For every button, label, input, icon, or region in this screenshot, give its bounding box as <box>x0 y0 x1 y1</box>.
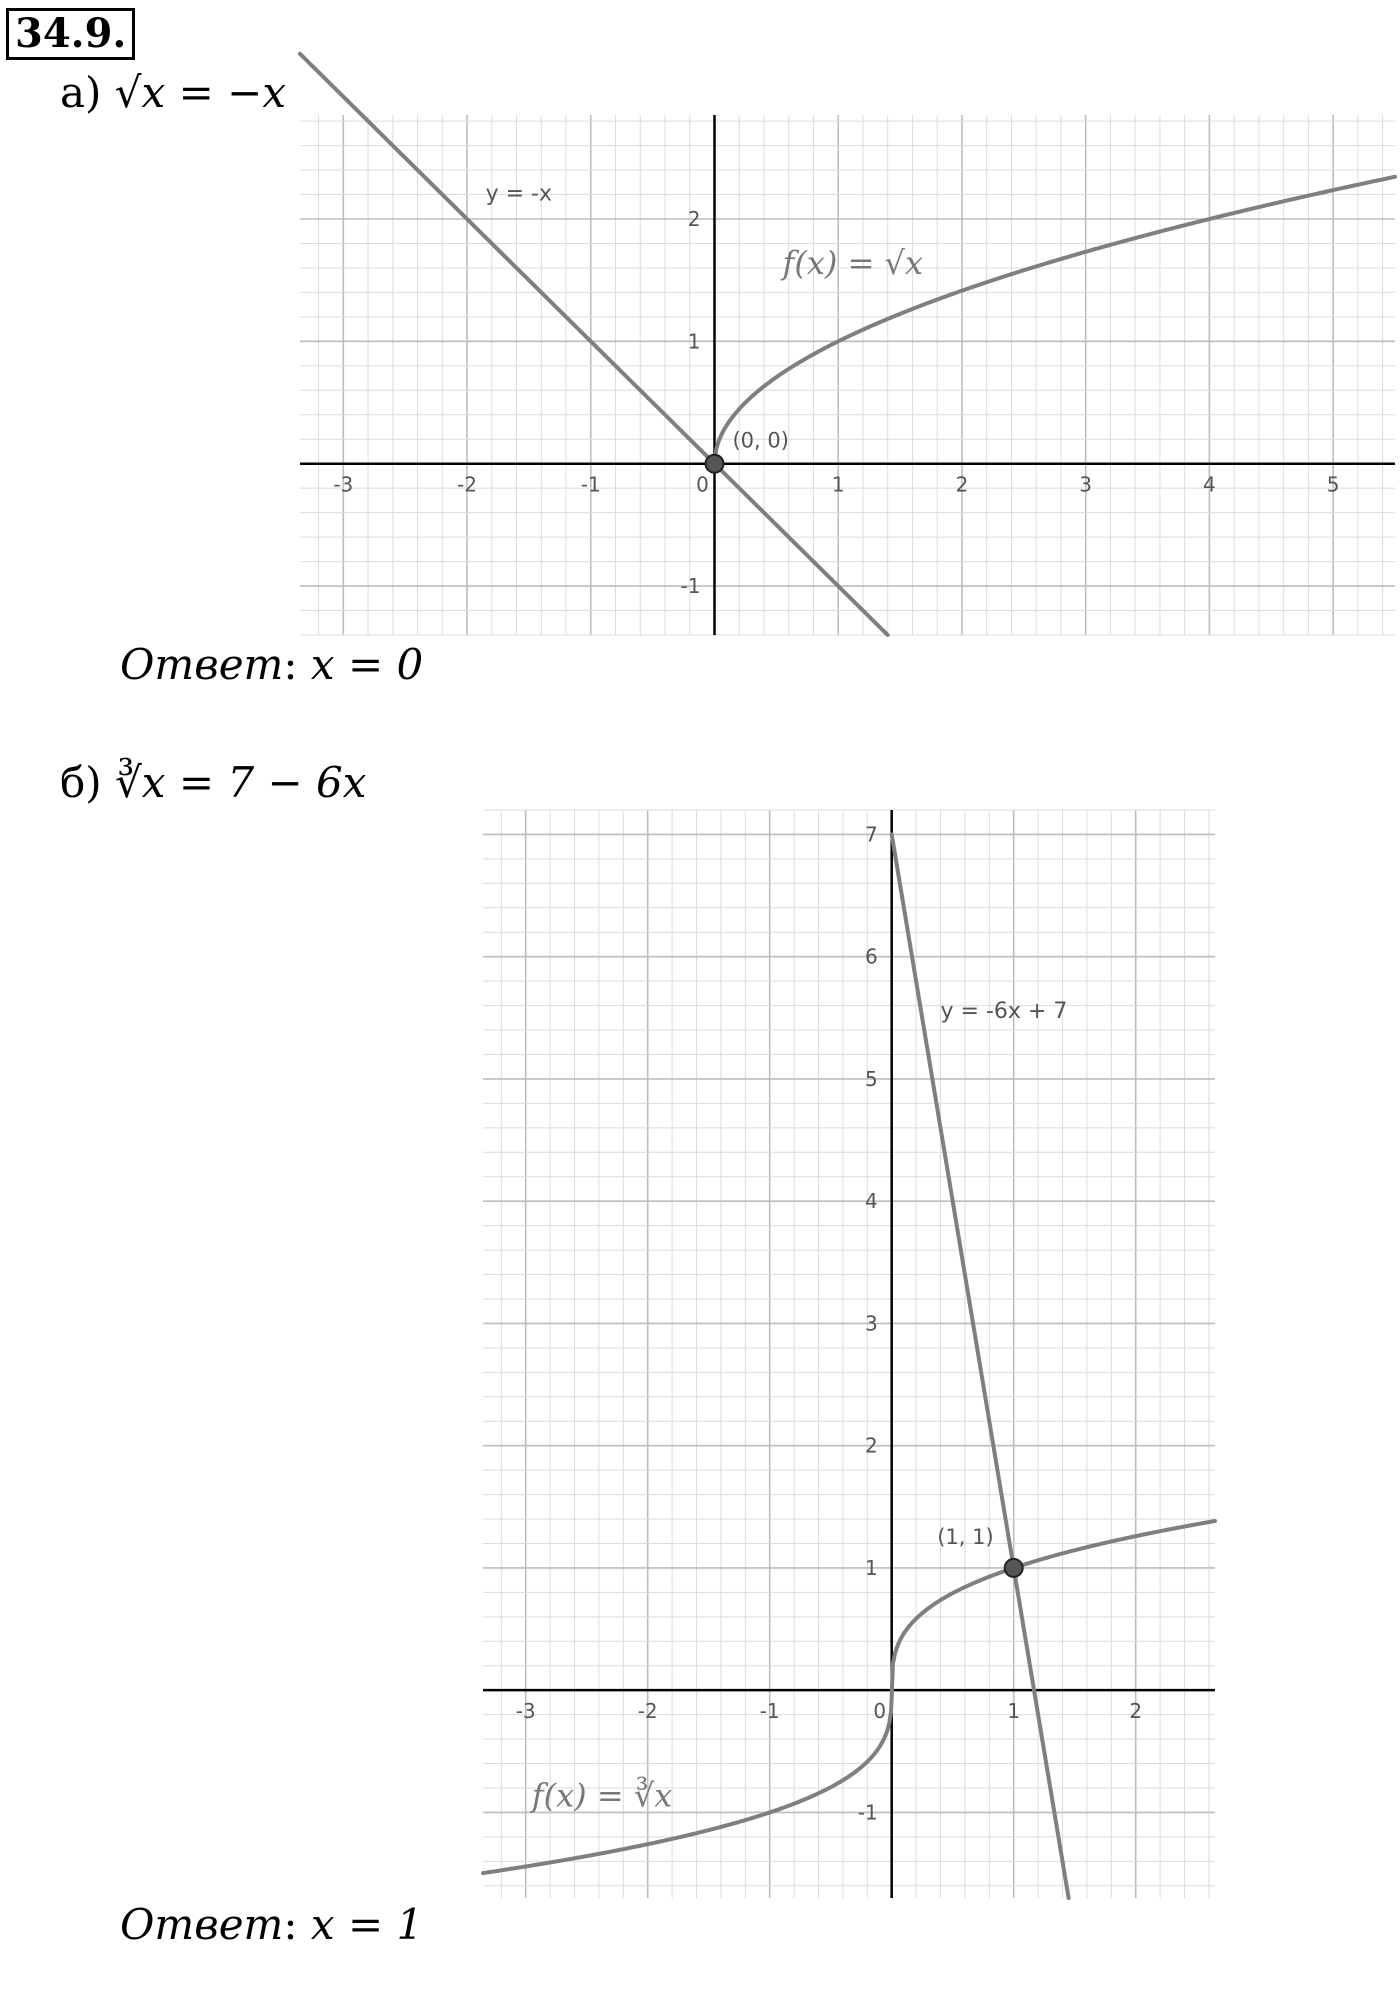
y-tick-label: -1 <box>680 574 701 599</box>
series-label: y = -6x + 7 <box>940 998 1068 1024</box>
y-tick-label: 2 <box>687 207 701 231</box>
part-a-letter: а) <box>60 68 102 117</box>
x-tick-label: -3 <box>515 1699 536 1724</box>
x-tick-label: 0 <box>696 472 709 497</box>
part-a-equation: √x = −x <box>114 68 287 117</box>
y-tick-label: 5 <box>864 1066 878 1091</box>
y-tick-label: 1 <box>687 329 701 354</box>
series-curve-0 <box>300 54 888 635</box>
part-b-equation: ∛x = 7 − 6x <box>115 758 367 807</box>
intersection-point <box>705 455 723 473</box>
point-label: (0, 0) <box>732 428 789 453</box>
grid <box>300 115 1395 635</box>
point-label: (1, 1) <box>937 1524 994 1549</box>
y-tick-label: 2 <box>864 1433 878 1458</box>
x-tick-label: 2 <box>1129 1699 1143 1724</box>
y-tick-label: 7 <box>864 822 878 847</box>
x-tick-label: 0 <box>873 1699 887 1724</box>
y-tick-label: 1 <box>864 1555 878 1580</box>
chart-b <box>483 810 1215 1898</box>
chart-a <box>300 115 1395 635</box>
part-b-answer-word: Ответ <box>120 1900 284 1949</box>
problem-number: 34.9. <box>6 8 135 60</box>
y-tick-label: 4 <box>864 1189 878 1214</box>
intersection-point <box>1005 1559 1023 1577</box>
x-tick-label: 1 <box>831 472 845 497</box>
x-tick-label: -2 <box>457 472 478 497</box>
y-tick-label: 6 <box>864 944 878 969</box>
x-tick-label: -2 <box>637 1699 658 1724</box>
part-a-equation-line <box>60 68 286 117</box>
y-tick-label: -1 <box>857 1800 878 1825</box>
part-a-answer-expr: x = 0 <box>310 640 424 689</box>
grid <box>483 810 1215 1898</box>
part-b-letter: б) <box>60 758 102 807</box>
series-label: f(x) = ∛x <box>531 1776 673 1815</box>
x-tick-label: 1 <box>1007 1699 1021 1724</box>
part-a-answer-word: Ответ <box>120 640 284 689</box>
series-label: y = -x <box>485 181 552 207</box>
x-tick-label: -1 <box>759 1699 780 1724</box>
part-a-answer: Ответ: x = 0 <box>120 640 424 689</box>
series-curve-1 <box>714 177 1395 464</box>
x-tick-label: 2 <box>955 472 969 497</box>
x-tick-label: 5 <box>1326 472 1340 497</box>
part-b-equation-line <box>60 758 366 807</box>
x-tick-label: -1 <box>580 472 601 497</box>
part-b-answer-expr: x = 1 <box>310 1900 424 1949</box>
y-tick-label: 3 <box>864 1311 878 1336</box>
series-curve-0 <box>892 834 1069 1898</box>
series-label: f(x) = √x <box>782 244 923 283</box>
x-tick-label: -3 <box>333 472 354 497</box>
x-tick-label: 3 <box>1079 472 1093 497</box>
series-curve-1 <box>483 1521 1215 1873</box>
x-tick-label: 4 <box>1203 472 1216 497</box>
part-b-answer: Ответ: x = 1 <box>120 1900 424 1949</box>
